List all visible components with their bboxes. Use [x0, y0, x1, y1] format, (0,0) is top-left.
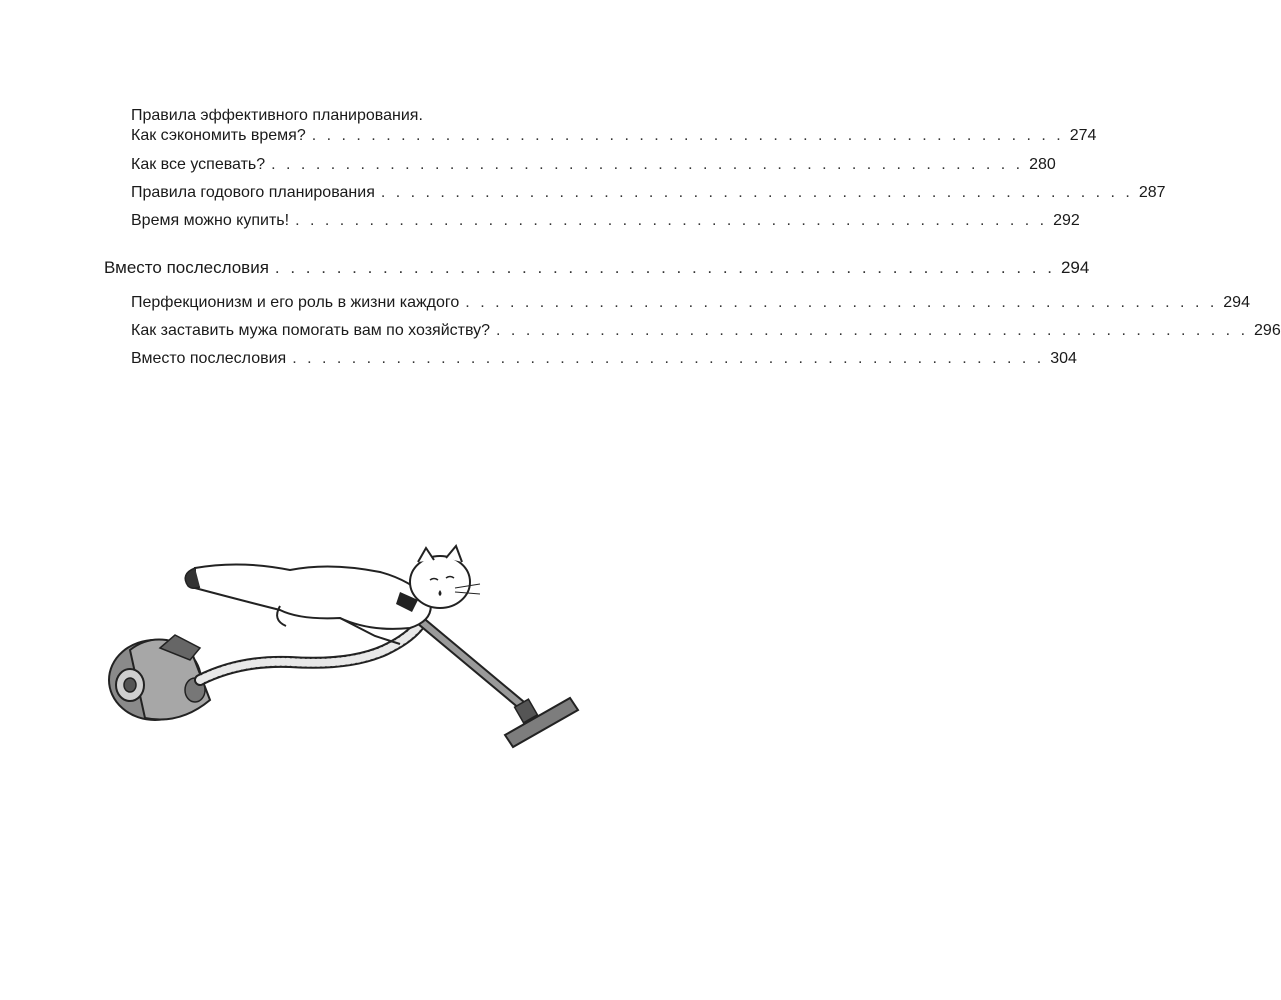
- toc-leader-dots: . . . . . . . . . . . . . . . . . . . . . . . . . . . . . . . . . . . . . . . . . . . . . . . . . . .: [292, 350, 1045, 367]
- toc-entry[interactable]: [131, 321, 1281, 341]
- toc-page-number: 304: [1050, 350, 1077, 367]
- toc-entry-title: Перфекционизм и его роль в жизни каждого: [131, 294, 460, 311]
- toc-page-number: 280: [1029, 156, 1056, 173]
- toc-leader-dots: . . . . . . . . . . . . . . . . . . . . . . . . . . . . . . . . . . . . . . . . . . . . . . . . . . .: [311, 127, 1064, 144]
- toc-entry-title: Как все успевать?: [131, 156, 266, 173]
- toc-leader-dots: . . . . . . . . . . . . . . . . . . . . . . . . . . . . . . . . . . . . . . . . . . . . . . . . . . .: [295, 212, 1048, 229]
- toc-entry-title: Правила годового планирования: [131, 184, 375, 201]
- toc-page-number: 296: [1254, 322, 1281, 339]
- toc-page-number: 292: [1053, 212, 1080, 229]
- toc-entry[interactable]: [131, 126, 1097, 146]
- toc-page-number: 287: [1138, 184, 1166, 201]
- toc-entry[interactable]: [131, 349, 1077, 369]
- toc-chapter-entry[interactable]: [104, 258, 1090, 278]
- toc-page-number: 294: [1223, 294, 1250, 311]
- toc-leader-dots: . . . . . . . . . . . . . . . . . . . . . . . . . . . . . . . . . . . . . . . . . . . . . . . . . . .: [380, 184, 1133, 201]
- toc-entry-title: Как сэкономить время?: [131, 127, 306, 144]
- toc-entry-title-line1: Правила эффективного планирования.: [131, 107, 423, 124]
- toc-entry-title: Как заставить мужа помогать вам по хозяйству?: [131, 322, 491, 339]
- toc-entry-heading-line: [131, 106, 577, 126]
- toc-chapter-title: Вместо послесловия: [104, 258, 269, 277]
- toc-leader-dots: . . . . . . . . . . . . . . . . . . . . . . . . . . . . . . . . . . . . . . . . . . . . . . . . . . .: [465, 294, 1218, 311]
- toc-leader-dots: . . . . . . . . . . . . . . . . . . . . . . . . . . . . . . . . . . . . . . . . . . . . . . . . . . .: [271, 156, 1024, 173]
- toc-entry-title: Вместо послесловия: [131, 350, 287, 367]
- cat-on-vacuum-cleaner-illustration: [100, 540, 590, 770]
- toc-page-number: 294: [1060, 258, 1090, 277]
- toc-entry-title: Время можно купить!: [131, 212, 290, 229]
- toc-page-number: 274: [1069, 127, 1097, 144]
- toc-leader-dots: . . . . . . . . . . . . . . . . . . . . . . . . . . . . . . . . . . . . . . . . . . . . . . . . . . .: [274, 258, 1055, 277]
- toc-entry[interactable]: [131, 293, 1250, 313]
- toc-entry[interactable]: [131, 183, 1166, 203]
- toc-entry[interactable]: [131, 155, 1056, 175]
- toc-leader-dots: . . . . . . . . . . . . . . . . . . . . . . . . . . . . . . . . . . . . . . . . . . . . . . . . . . .: [496, 322, 1249, 339]
- toc-entry[interactable]: [131, 211, 1080, 231]
